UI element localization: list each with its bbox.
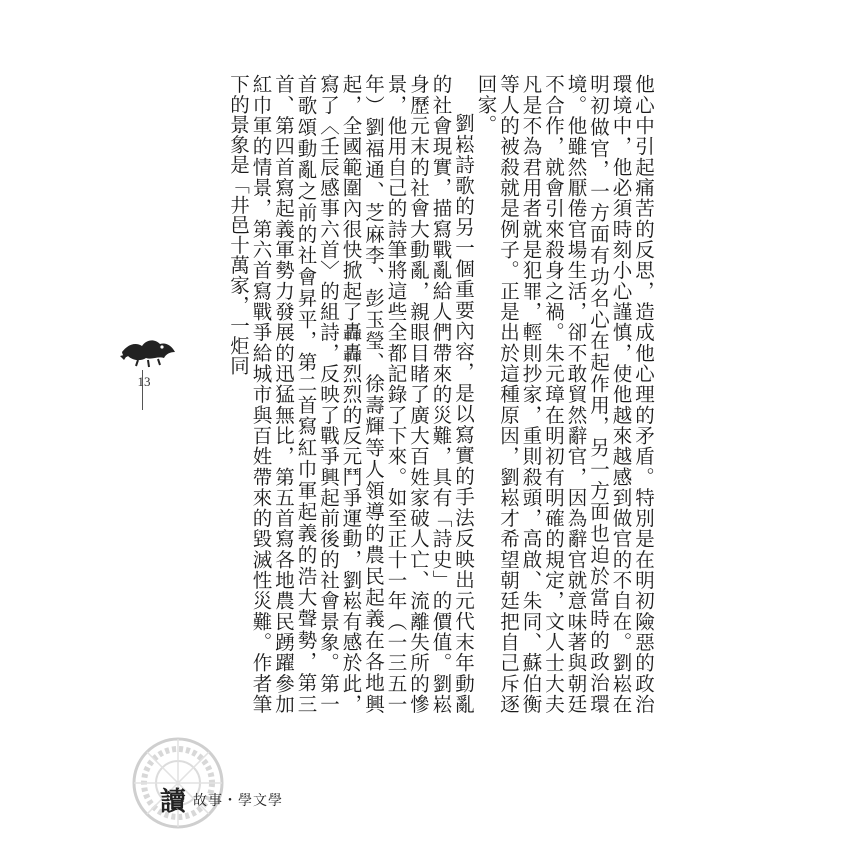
paragraph-2: 劉崧詩歌的另一個重要內容，是以寫實的手法反映出元代末年動亂的社會現實，描寫戰亂給人們帶來的災難，具有「詩史」的價值。劉崧身歷元末的社會大動亂，親眼目睹了廣大百姓家破人亡、流離失所的慘景，他用自己的詩筆將這些全都記錄了下來。如至正十一年（一三五一年）劉福通、芝麻李、彭玉瑩、徐壽輝等人領導的農民起義在各地興起，全國範圍內很快掀起了轟轟烈烈的反元鬥爭運動，劉崧有感於此，寫了〈壬辰感事六首〉的組詩，反映了戰爭興起前後的社會景象。第一首歌頌動亂之前的社會昇平，第二首寫紅巾軍起義的浩大聲勢，第三首、第四首寫起義軍勢力發展的迅猛無比，第五首寫各地農民踴躍參加紅巾軍的情景，第六首寫戰爭給城市與百姓帶來的毀滅性災難。作者筆下的景象是「井邑十萬家，一炬同 — [227, 74, 475, 714]
dragon-ornament-icon — [118, 330, 178, 370]
page-number: 13 — [137, 374, 151, 389]
paragraph-1: 他心中引起痛苦的反思，造成他心理的矛盾。特別是在明初險惡的政治環境中，他必須時刻小心謹慎，使他越來越感到做官的不自在。劉崧在明初做官，一方面有功名心在起作用，另一方面也迫於當時的政治環境。他雖然厭倦官場生活，卻不敢貿然辭官，因為辭官就意味著與朝廷不合作，就會引來殺身之禍。朱元璋在明初有明確的規定，文人士大夫凡是不為君用者就是犯罪，輕則抄家，重則殺頭，高啟、朱同、蘇伯衡等人的被殺就是例子。正是出於這種原因，劉崧才希望朝廷把自己斥逐回家。 — [474, 74, 655, 714]
series-title: 故事・學文學 — [193, 793, 283, 809]
body-text — [196, 74, 654, 714]
series-mark: 讀 — [160, 787, 187, 817]
